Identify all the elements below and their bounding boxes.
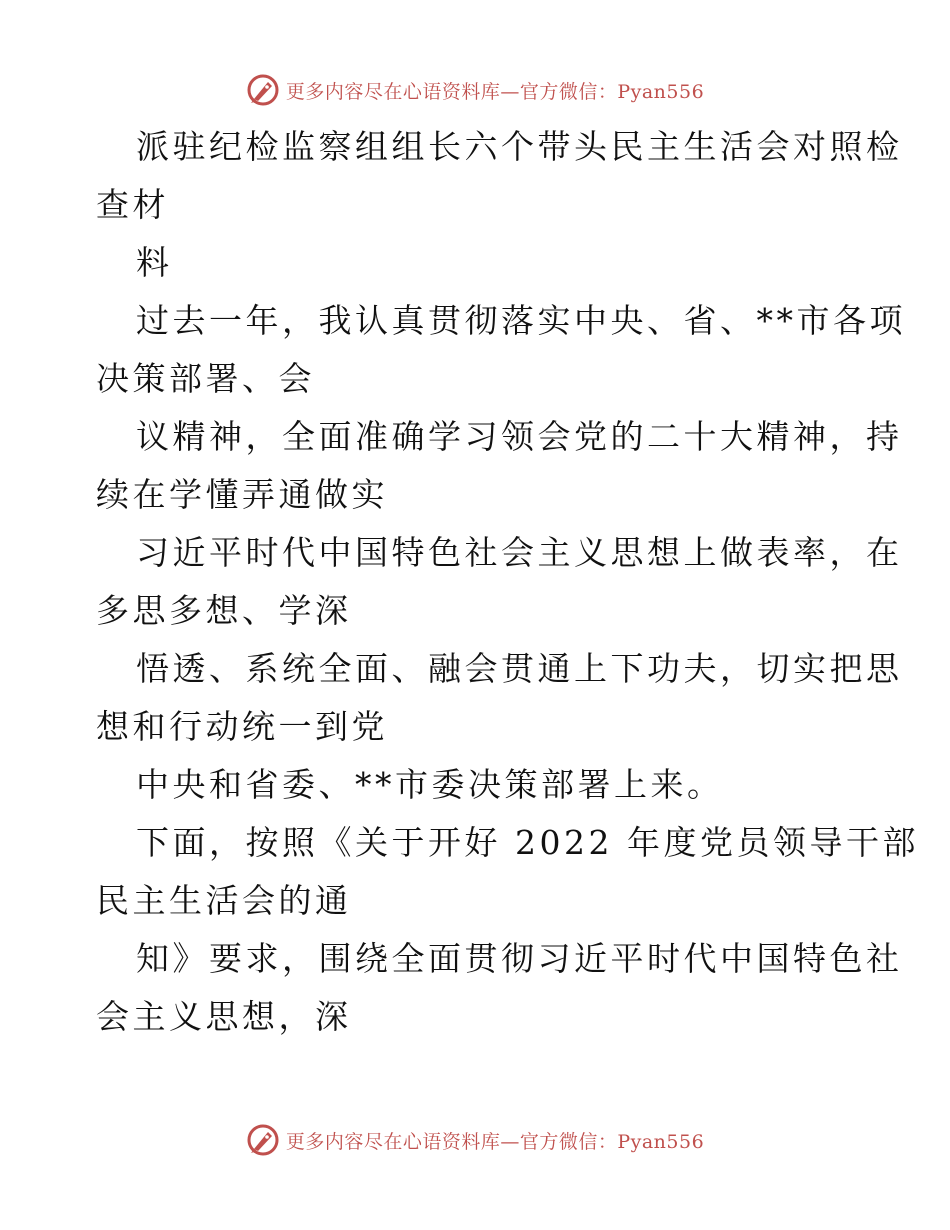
paragraph-line: 知》要求，围绕全面贯彻习近平时代中国特色社 <box>136 939 903 978</box>
header-banner <box>0 70 950 110</box>
paragraph-line: 决策部署、会 <box>96 359 315 398</box>
paragraph-line: 议精神，全面准确学习领会党的二十大精神，持 <box>136 417 903 456</box>
title-line-2: 查材 <box>96 185 169 224</box>
footer-banner-text: 更多内容尽在心语资料库—官方微信：Pyan556 <box>285 1130 705 1153</box>
title-line-3: 料 <box>136 243 173 282</box>
paragraph-line: 习近平时代中国特色社会主义思想上做表率，在 <box>136 533 903 572</box>
title-line-1: 派驻纪检监察组组长六个带头民主生活会对照检 <box>136 127 903 166</box>
paragraph-line: 下面，按照《关于开好 2022 年度党员领导干部 <box>136 823 919 862</box>
paragraph-line: 想和行动统一到党 <box>96 707 388 746</box>
paragraph-line: 续在学懂弄通做实 <box>96 475 388 514</box>
paragraph-line: 悟透、系统全面、融会贯通上下功夫，切实把思 <box>136 649 903 688</box>
paragraph-line: 会主义思想，深 <box>96 997 352 1036</box>
pen-nib-circle-icon <box>246 73 280 107</box>
paragraph-line: 过去一年，我认真贯彻落实中央、省、**市各项 <box>136 301 906 340</box>
footer-banner <box>0 1120 950 1160</box>
paragraph-line: 多思多想、学深 <box>96 591 352 630</box>
header-banner-text: 更多内容尽在心语资料库—官方微信：Pyan556 <box>285 80 705 103</box>
paragraph-line: 中央和省委、**市委决策部署上来。 <box>136 765 724 804</box>
pen-nib-circle-icon <box>246 1123 280 1157</box>
paragraph-line: 民主生活会的通 <box>96 881 352 920</box>
document-body <box>96 118 919 1046</box>
